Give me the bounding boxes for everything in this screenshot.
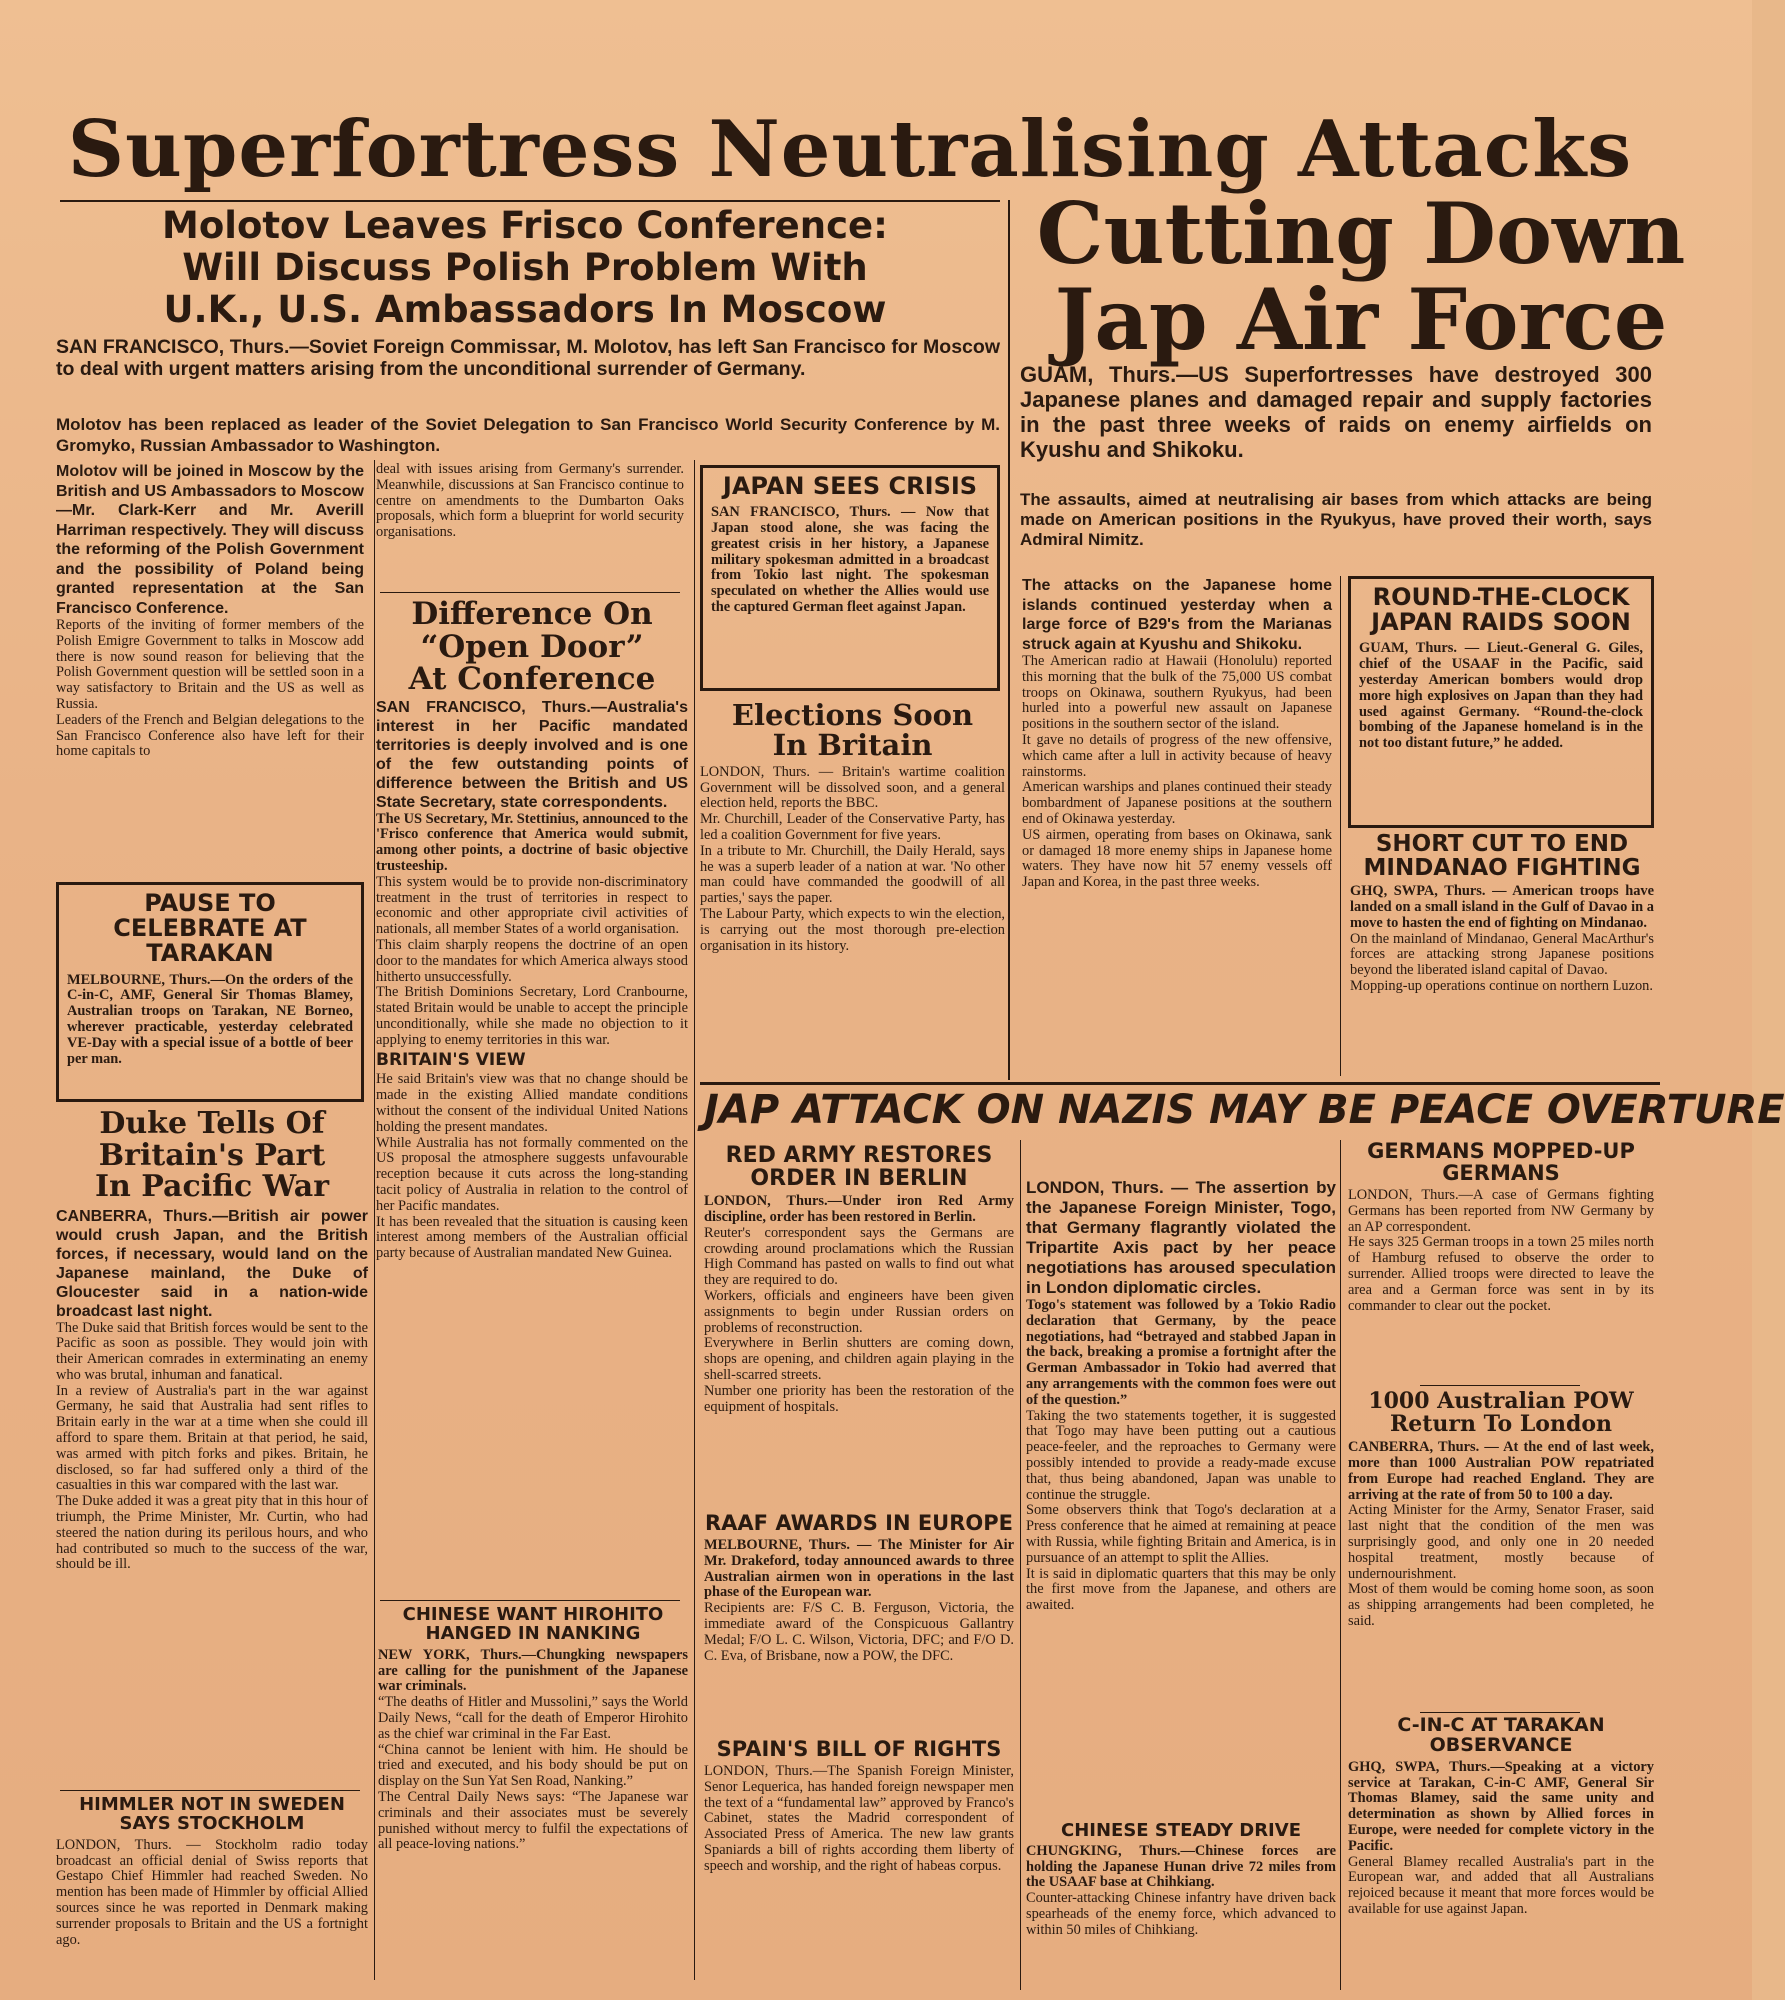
elections-body-2: Mr. Churchill, Leader of the Conservative Party, has led a coalition Government for five years.	[700, 811, 1005, 844]
guam-bold: The attacks on the Japanese home islands continued yesterday when a large force of B29's from the Marianas struck again at Kyushu and Shikoku.	[1022, 577, 1332, 653]
open-door-body-1: The US Secretary, Mr. Stettinius, announced to the 'Frisco conference that America would submit, among other points, a doctrine of basic objective trusteeship.	[376, 810, 688, 875]
jap-attack-headline: JAP ATTACK ON NAZIS MAY BE PEACE OVERTURE	[704, 1087, 1785, 1133]
open-door-article	[376, 598, 688, 1593]
divider	[60, 1790, 360, 1791]
chinese-drive-body-2: Counter-attacking Chinese infantry have driven back spearheads of the enemy force, which advanced to within 50 miles of Chihkiang.	[1026, 1890, 1336, 1938]
duke-headline-1: Duke Tells Of	[99, 1106, 325, 1141]
guam-lead: GUAM, Thurs.—US Superfortresses have destroyed 300 Japanese planes and damaged repair and supply factories in the past three weeks of raids on enemy airfields on Kyushu and Shikoku.	[1020, 362, 1652, 462]
japan-crisis-box	[700, 465, 1000, 691]
mindanao-article	[1350, 832, 1654, 1078]
open-door-headline-2: “Open Door”	[420, 628, 644, 665]
mindanao-body-2: On the mainland of Mindanao, General MacArthur's forces are attacking strong Japanese positions beyond the liberated island capital of Davao.	[1350, 930, 1654, 979]
red-army-body-5: Number one priority has been the restoration of the equipment of hospitals.	[704, 1382, 1014, 1415]
guam-body-4: US airmen, operating from bases on Okinawa, sank or damaged 18 more enemy ships in Japanese home waters. They have now hit 57 enemy vessels off Japan and Korea, in the past three weeks.	[1022, 826, 1332, 891]
molotov-headline-3: U.K., U.S. Ambassadors In Moscow	[163, 288, 887, 331]
japan-crisis-headline: JAPAN SEES CRISIS	[722, 472, 978, 500]
open-door-subhead: BRITAIN'S VIEW	[376, 1049, 526, 1070]
pow-body-1: Acting Minister for the Army, Senator Fraser, said last night that the condition of the men was surprisingly good, and only one in 20 needed hospital treatment, mostly because of undernourishment.	[1348, 1502, 1654, 1582]
jap-attack-body-1: Taking the two statements together, it is suggested that Togo may have been putting out a cautious peace-feeler, and the reproaches to Germany were possibly intended to provide a ready-made excuse that, thus being abandoned, Japan was unable to continue the struggle.	[1026, 1407, 1336, 1503]
molotov-col1-body: Reports of the inviting of former members of the Polish Emigre Government to talks in Moscow add there is now sound reason for believing that the Polish Government question will be settled soon in a way satisfactory to Britain and the US as well as Russia.	[56, 617, 364, 712]
open-door-body-4: The British Dominions Secretary, Lord Cranbourne, stated Britain would be unable to accept the principle unconditionally, while she made no objection to it applying to enemy territories in this war.	[376, 984, 688, 1048]
hirohito-body-1: NEW YORK, Thurs.—Chungking newspapers are calling for the punishment of the Japanese war criminals.	[378, 1646, 688, 1695]
hirohito-body-2: “The deaths of Hitler and Mussolini,” says the World Daily News, “call for the death of Emperor Hirohito as the chief war criminal in the Far East.	[378, 1694, 688, 1742]
open-door-body-7: It has been revealed that the situation is causing keen interest among members of the Australian official party because of Australian mandated New Guinea.	[376, 1213, 688, 1262]
guam-body-1: The American radio at Hawaii (Honolulu) reported this morning that the bulk of the 75,000 US combat troops on Okinawa, southern Ryukyus, had been hurled into a powerful new assault on Japanese positions in the southern sector of the island.	[1022, 653, 1332, 733]
tarakan-headline: PAUSE TO CELEBRATE AT TARAKAN	[113, 889, 307, 968]
open-door-lead: SAN FRANCISCO, Thurs.—Australia's interest in her Pacific mandated territories is deeply involved and is one of the few outstanding points of difference between the British and US State Secretary, state correspondents.	[376, 698, 688, 811]
raaf-body-1: MELBOURNE, Thurs. — The Minister for Air Mr. Drakeford, today announced awards to three Australian airmen won in operations in the last phase of the European war.	[704, 1537, 1014, 1601]
hirohito-article	[378, 1606, 688, 1996]
mindanao-body-1: GHQ, SWPA, Thurs. — American troops have landed on a small island in the Gulf of Davao in a move to hasten the end of fighting on Mindanao.	[1350, 883, 1654, 931]
molotov-col-2: deal with issues arising from Germany's surrender. Meanwhile, discussions at San Francisco continue to centre on amendments to the Dumbarton Oaks proposals, which form a blueprint for world security organisations.	[376, 461, 684, 541]
guam-body-2: It gave no details of progress of the new offensive, which came after a lull in activity because of heavy rainstorms.	[1022, 731, 1332, 780]
divider	[1420, 1712, 1580, 1713]
duke-headline-2: Britain's Part	[98, 1137, 326, 1173]
tarakan-box	[56, 882, 364, 1102]
jap-attack-body-3: It is said in diplomatic quarters that this may be only the first move from the Japanese, and others are awaited.	[1026, 1565, 1336, 1614]
germans-body-2: He says 325 German troops in a town 25 miles north of Hamburg refused to observe the order to surrender. Allied troops were directed to leave the area and a German force was sent in by its commander to clear out the pocket.	[1348, 1234, 1654, 1314]
open-door-headline-1: Difference On	[411, 596, 653, 632]
pow-body-2: Most of them would be coming home soon, as soon as shipping arrangements had been completed, he said.	[1348, 1581, 1654, 1629]
molotov-col-1	[56, 462, 364, 872]
elections-headline-2: In Britain	[772, 728, 933, 763]
elections-body-4: The Labour Party, which expects to win the election, is carrying out the most thorough pre-election organisation in its history.	[700, 906, 1005, 954]
germans-article	[1348, 1140, 1654, 1380]
hirohito-body-4: The Central Daily News says: “The Japanese war criminals and their associates must be severely punished without mercy to fulfil the expectations of all peace-loving nations.”	[378, 1788, 688, 1853]
jap-attack-article	[1026, 1178, 1336, 1818]
jap-attack-lead: LONDON, Thurs. — The assertion by the Japanese Foreign Minister, Togo, that Germany flagrantly violated the Tripartite Axis pact by her peace negotiations has aroused speculation in London diplomatic circles.	[1026, 1178, 1336, 1297]
spain-article	[704, 1738, 1014, 1996]
red-army-body-2: Reuter's correspondent says the Germans are crowding around proclamations which the Russian High Command has pasted on walls to find out what they are required to do.	[704, 1224, 1014, 1289]
red-army-body-1: LONDON, Thurs.—Under iron Red Army discipline, order has been restored in Berlin.	[704, 1193, 1014, 1225]
red-army-body-3: Workers, officials and engineers have been given assignments to begin under Russian orders on problems of reconstruction.	[704, 1287, 1014, 1336]
pow-lead: CANBERRA, Thurs. — At the end of last week, more than 1000 Australian POW repatriated from Europe had reached England. They are arriving at the rate of from 50 to 100 a day.	[1348, 1439, 1654, 1503]
divider	[60, 200, 1000, 202]
divider	[380, 1600, 680, 1601]
mindanao-body-3: Mopping-up operations continue on northern Luzon.	[1350, 978, 1653, 995]
chinese-drive-article	[1026, 1822, 1336, 1996]
red-army-article	[704, 1144, 1014, 1504]
open-door-body-2: This system would be to provide non-discriminatory treatment in the trust of territories in respect to economic and other appropriate civil activities of nationals, all member States of a world organisation.	[376, 873, 688, 938]
germans-body-1: LONDON, Thurs.—A case of Germans fighting Germans has been reported from NW Germany by an AP correspondent.	[1348, 1187, 1654, 1235]
spain-headline: SPAIN'S BILL OF RIGHTS	[716, 1737, 1002, 1761]
pow-article	[1348, 1390, 1654, 1710]
divider	[1340, 576, 1341, 1076]
round-clock-body: GUAM, Thurs. — Lieut.-General G. Giles, chief of the USAAF in the Pacific, said yesterday American bombers would drop more high explosives on Japan than they had used against Germany. “Round-the-clock bombing of the Japanese homeland is in the not too distant future,” he added.	[1359, 640, 1643, 752]
divider	[1420, 1385, 1580, 1386]
himmler-headline: HIMMLER NOT IN SWEDEN SAYS STOCKHOLM	[79, 1794, 345, 1834]
tarakan-body: MELBOURNE, Thurs.—On the orders of the C-in-C, AMF, General Sir Thomas Blamey, Australian troops on Tarakan, NE Borneo, wherever practicable, yesterday celebrated VE-Day with a special issue of a bottle of beer per man.	[67, 971, 353, 1067]
divider	[380, 592, 680, 593]
hirohito-body-3: “China cannot be lenient with him. He should be tried and executed, and his body should be put on display on the Sun Yat Sen Road, Nanking.”	[378, 1741, 688, 1790]
germans-headline: GERMANS MOPPED-UP GERMANS	[1367, 1139, 1635, 1186]
duke-body-2: In a review of Australia's part in the war against Germany, he said that Australia had sent rifles to Britain early in the war at a time when she could ill afford to spare them. Britain at that period, he said, was armed with pitch forks and pikes. Britain, he disclosed, so far had suffered only a third of the casualties in this war compared with the last war.	[56, 1382, 368, 1494]
divider	[374, 460, 375, 1980]
raaf-article	[704, 1512, 1014, 1732]
round-clock-box	[1348, 576, 1654, 828]
molotov-col1-body2: Leaders of the French and Belgian delegations to the San Francisco Conference also have left for their home capitals to	[56, 711, 364, 760]
open-door-body-6: While Australia has not formally commented on the US proposal the atmosphere suggests unfavourable reception because it cuts across the long-standing tacit policy of Australia in relation to the control of her Pacific mandates.	[376, 1134, 688, 1214]
molotov-col1-bold: Molotov will be joined in Moscow by the British and US Ambassadors to Moscow—Mr. Clark-Kerr and Mr. Averill Harriman respectively. They will discuss the reforming of the Polish Government and the possibility of Poland being granted representation at the San Francisco Conference.	[56, 463, 364, 617]
himmler-article	[56, 1796, 368, 1996]
guam-body-3: American warships and planes continued their steady bombardment of Japanese positions at the southern end of Okinawa yesterday.	[1022, 779, 1332, 827]
open-door-body-5: He said Britain's view was that no change should be made in the existing Allied mandate conditions without the consent of the individual United Nations holding the present mandates.	[376, 1071, 688, 1135]
cinc-headline: C-IN-C AT TARAKAN OBSERVANCE	[1397, 1714, 1605, 1756]
molotov-lead-2: Molotov has been replaced as leader of the Soviet Delegation to San Francisco World Security Conference by M. Gromyko, Russian Ambassador to Washington.	[56, 415, 1000, 455]
divider	[700, 1082, 1660, 1085]
right-headline-2: Jap Air Force	[1054, 270, 1668, 369]
cinc-body: General Blamey recalled Australia's part in the European war, and added that all Australians rejoiced because it meant that more forces would be available for use against Japan.	[1348, 1853, 1654, 1918]
duke-headline-3: In Pacific War	[95, 1169, 329, 1204]
japan-crisis-body: SAN FRANCISCO, Thurs. — Now that Japan stood alone, she was facing the greatest crisis in her history, a Japanese military spokesman admitted in a broadcast from Tokio last night. The spokesman speculated on whether the Allies would use the captured German fleet against Japan.	[711, 504, 989, 615]
right-headline-1: Cutting Down	[1036, 184, 1686, 283]
molotov-lead: SAN FRANCISCO, Thurs.—Soviet Foreign Commissar, M. Molotov, has left San Francisco for Moscow to deal with urgent matters arising from the unconditional surrender of Germany.	[56, 336, 1000, 380]
raaf-body-2: Recipients are: F/S C. B. Ferguson, Victoria, the immediate award of the Conspicuous Gallantry Medal; F/O L. C. Wilson, Victoria, DFC; and F/O D. C. Eva, of Brisbane, now a POW, the DFC.	[704, 1600, 1014, 1664]
cinc-lead: GHQ, SWPA, Thurs.—Speaking at a victory service at Tarakan, C-in-C AMF, General Sir Thomas Blamey, said the same unity and determination as shown by Allied forces in Europe, were needed for complete victory in the Pacific.	[1348, 1758, 1654, 1854]
elections-headline-1: Elections Soon	[731, 698, 974, 732]
cinc-article	[1348, 1716, 1654, 1996]
red-army-headline: RED ARMY RESTORES ORDER IN BERLIN	[725, 1143, 993, 1192]
duke-body-1: The Duke said that British forces would be sent to the Pacific as soon as possible. They would join with their American comrades in exterminating an enemy who was brutal, inhuman and fanatical.	[56, 1319, 368, 1383]
elections-article	[700, 700, 1005, 1078]
guam-body	[1022, 576, 1332, 1076]
chinese-drive-body-1: CHUNGKING, Thurs.—Chinese forces are holding the Japanese Hunan drive 72 miles from the USAAF base at Chihkiang.	[1026, 1842, 1336, 1891]
divider	[694, 460, 695, 1980]
duke-lead: CANBERRA, Thurs.—British air power would crush Japan, and the British forces, if necessary, would land on the Japanese mainland, the Duke of Gloucester said in a nation-wide broadcast last night.	[56, 1207, 368, 1320]
divider	[1020, 1140, 1021, 1990]
himmler-body: LONDON, Thurs. — Stockholm radio today broadcast an official denial of Swiss reports that Gestapo Chief Himmler had reached Sweden. No mention has been made of Himmler by official Allied sources since he was reported in Denmark making surrender proposals to Britain and the US a fortnight ago.	[56, 1836, 368, 1948]
raaf-headline: RAAF AWARDS IN EUROPE	[704, 1511, 1013, 1535]
jap-attack-bold: Togo's statement was followed by a Tokio Radio declaration that Germany, by the peace negotiations, had “betrayed and stabbed Japan in the back, breaking a promise a fortnight after the German Ambassador in Tokio had averred that any arrangements with the common foes were out of the question.”	[1026, 1297, 1336, 1408]
guam-lead-2: The assaults, aimed at neutralising air bases from which attacks are being made on American positions in the Ryukyus, have proved their worth, says Admiral Nimitz.	[1020, 490, 1652, 549]
molotov-headline-1: Molotov Leaves Frisco Conference:	[162, 204, 888, 247]
duke-article	[56, 1108, 368, 1793]
mindanao-headline: SHORT CUT TO END MINDANAO FIGHTING	[1363, 831, 1641, 882]
hirohito-headline: CHINESE WANT HIROHITO HANGED IN NANKING	[402, 1604, 664, 1644]
elections-body-3: In a tribute to Mr. Churchill, the Daily Herald, says he was a superb leader of a nation at war. 'No other man could have commanded the goodwill of all parties,' says the paper.	[700, 842, 1005, 907]
chinese-drive-headline: CHINESE STEADY DRIVE	[1061, 1820, 1301, 1841]
open-door-body-3: This claim sharply reopens the doctrine of an open door to the mandates for which America always stood hitherto unsuccessfully.	[376, 937, 688, 985]
spain-body: LONDON, Thurs.—The Spanish Foreign Minister, Senor Lequerica, has handed foreign newspaper men the text of a “fundamental law” approved by Franco's Cabinet, states the Madrid correspondent of Associated Press of America. The new law grants Spaniards a bill of rights according them liberty of speech and worship, and the right of habeas corpus.	[704, 1763, 1014, 1874]
banner-headline: Superfortress Neutralising Attacks	[67, 104, 1633, 195]
round-clock-headline: ROUND-THE-CLOCK JAPAN RAIDS SOON	[1371, 583, 1631, 637]
pow-headline: 1000 Australian POW Return To London	[1368, 1388, 1634, 1438]
molotov-headline-2: Will Discuss Polish Problem With	[182, 246, 868, 289]
elections-body-1: LONDON, Thurs. — Britain's wartime coalition Government will be dissolved soon, and a general election held, reports the BBC.	[700, 763, 1005, 812]
red-army-body-4: Everywhere in Berlin shutters are coming down, shops are opening, and children again playing in the shell-scarred streets.	[704, 1335, 1014, 1383]
jap-attack-body-2: Some observers think that Togo's declaration at a Press conference that he aimed at remaining at peace with Russia, while fighting Britain and America, is in pursuance of an attempt to split the Allies.	[1026, 1502, 1336, 1566]
divider	[1340, 1140, 1341, 1990]
duke-body-3: The Duke added it was a great pity that in this hour of triumph, the Prime Minister, Mr. Curtin, who had steered the nation during its perilous hours, and who had contributed so much to the success of the war, should be ill.	[56, 1493, 368, 1573]
divider	[1008, 200, 1010, 1080]
open-door-headline-3: At Conference	[408, 661, 656, 698]
